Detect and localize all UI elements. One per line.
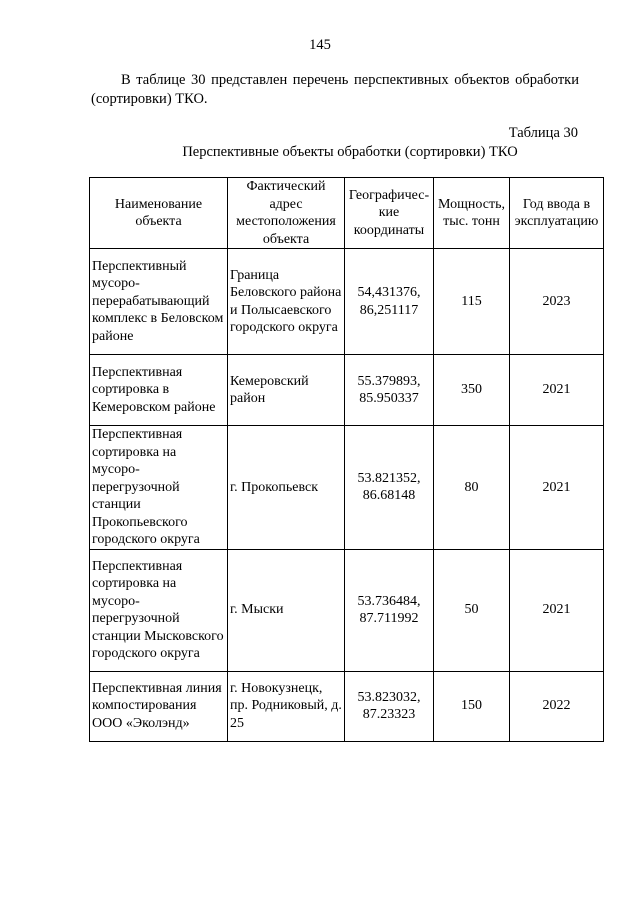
column-header-name: Наименование объекта [90,178,228,249]
cell-year: 2022 [510,671,604,741]
column-header-year: Год ввода в эксплуатацию [510,178,604,249]
cell-capacity: 350 [434,355,510,426]
cell-coordinates: 55.379893, 85.950337 [345,355,434,426]
cell-name: Перспективная сортировка на мусоро-перегрузочной станции Прокопьевского городского округа [90,426,228,550]
page-number: 145 [309,37,331,53]
table-row [90,355,604,426]
cell-year: 2023 [510,249,604,355]
cell-name: Перспективная линия компостирования ООО «Эколэнд» [90,671,228,741]
table-row [90,549,604,671]
cell-name: Перспективный мусоро-перерабатывающий комплекс в Беловском районе [90,249,228,355]
table-label: Таблица 30 [508,125,578,141]
cell-year: 2021 [510,549,604,671]
table-row [90,426,604,550]
cell-name: Перспективная сортировка в Кемеровском районе [90,355,228,426]
cell-coordinates: 53.821352, 86.68148 [345,426,434,550]
cell-address: г. Новокузнецк, пр. Родниковый, д. 25 [228,671,345,741]
intro-paragraph: В таблице 30 представлен перечень перспективных объектов обработки (сортировки) ТКО. [91,72,579,107]
cell-coordinates: 53.736484, 87.711992 [345,549,434,671]
cell-capacity: 80 [434,426,510,550]
column-header-capacity: Мощность, тыс. тонн [434,178,510,249]
table-header-row [90,178,604,249]
cell-address: г. Мыски [228,549,345,671]
cell-name: Перспективная сортировка на мусоро-перегрузочной станции Мысковского городского округа [90,549,228,671]
cell-address: Граница Беловского района и Полысаевского городского округа [228,249,345,355]
table-row [90,671,604,741]
cell-coordinates: 54,431376, 86,251117 [345,249,434,355]
cell-address: Кемеровский район [228,355,345,426]
cell-coordinates: 53.823032, 87.23323 [345,671,434,741]
cell-year: 2021 [510,355,604,426]
cell-capacity: 150 [434,671,510,741]
facilities-table [89,177,604,742]
cell-capacity: 115 [434,249,510,355]
cell-address: г. Прокопьевск [228,426,345,550]
column-header-coordinates: Географичес-кие координаты [345,178,434,249]
table-row [90,249,604,355]
cell-capacity: 50 [434,549,510,671]
cell-year: 2021 [510,426,604,550]
column-header-address: Фактический адрес местоположения объекта [228,178,345,249]
table-title: Перспективные объекты обработки (сортировки) ТКО [182,144,518,160]
